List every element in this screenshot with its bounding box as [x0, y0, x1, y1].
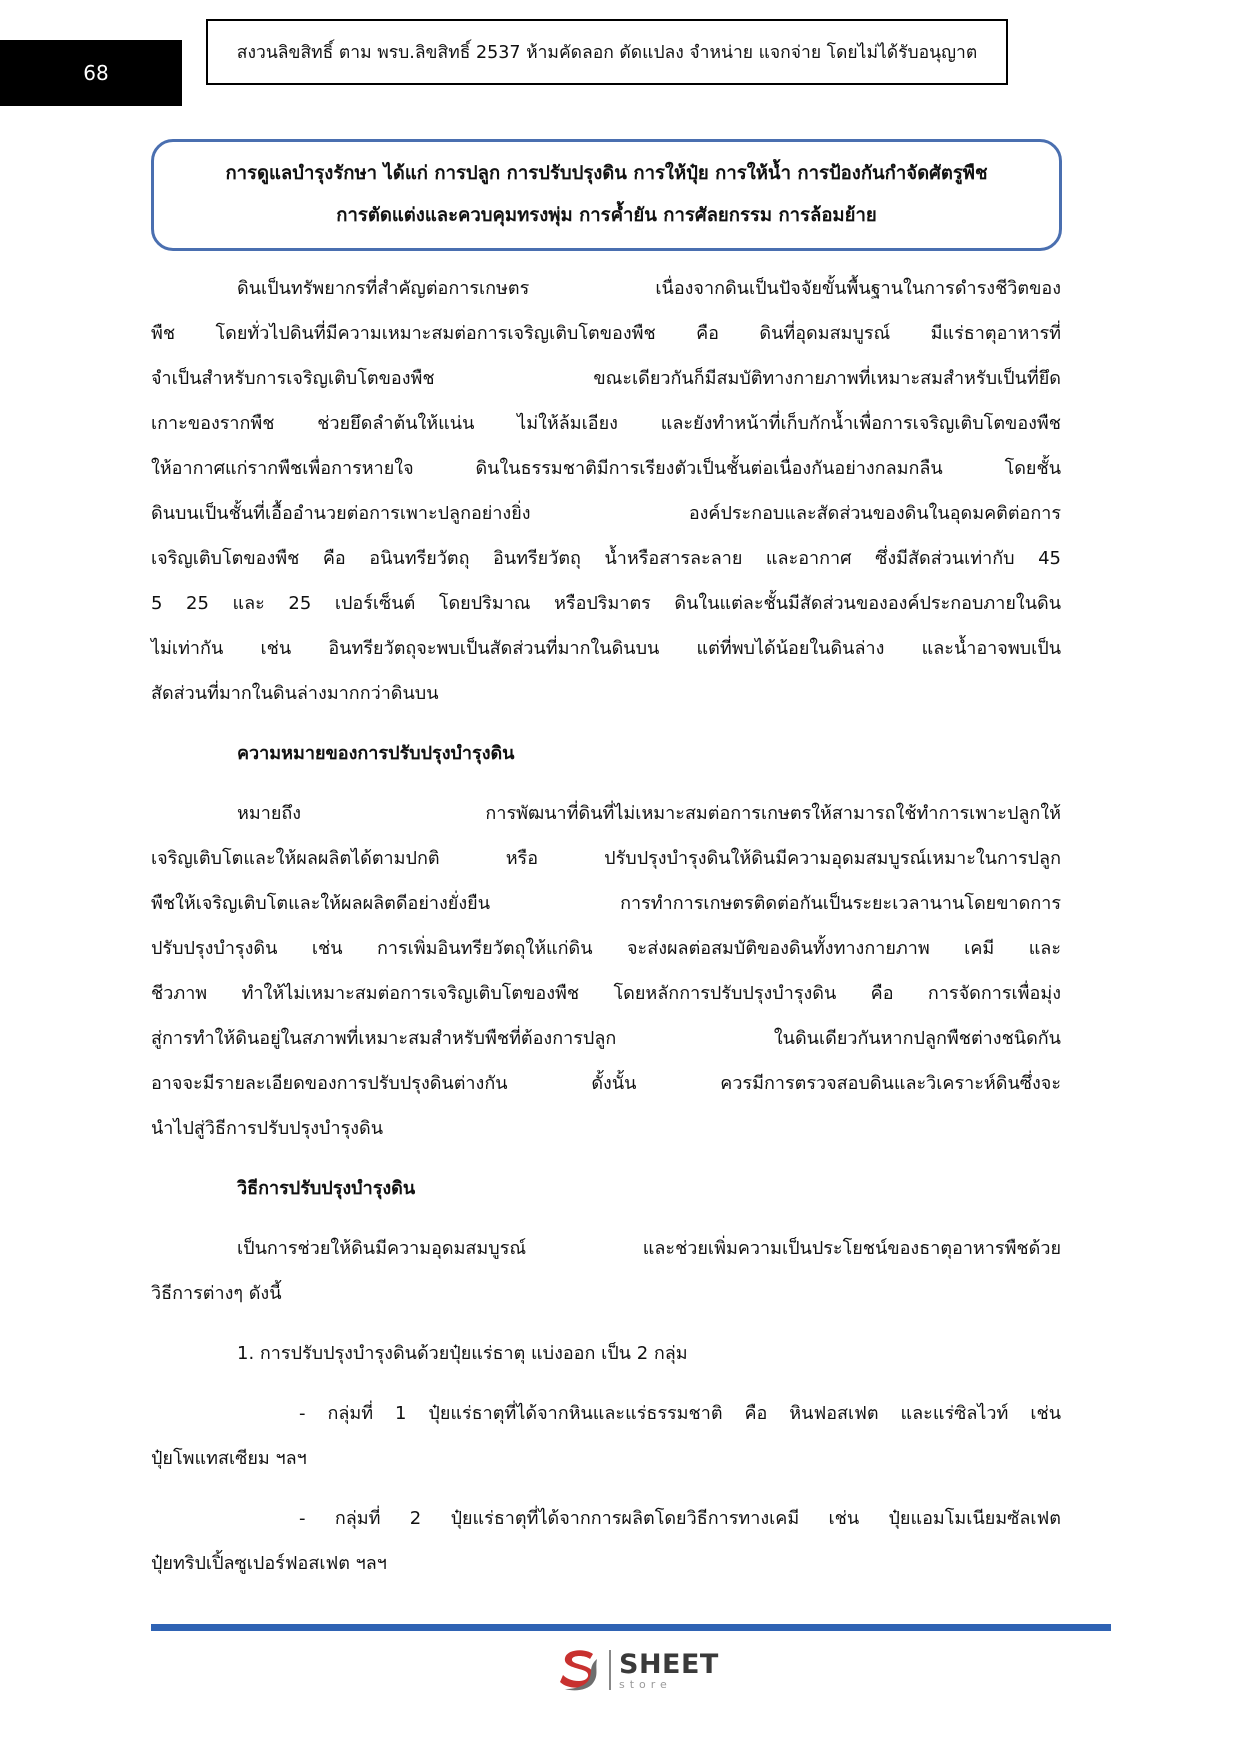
section-heading-soil-improvement-methods: วิธีการปรับปรุงบำรุงดิน — [237, 1178, 416, 1199]
group-2-line: ปุ๋ยทริปเปิ้ลซูเปอร์ฟอสเฟต ฯลฯ — [151, 1553, 387, 1574]
group-1-line: ปุ๋ยโพแทสเซียม ฯลฯ — [151, 1448, 307, 1469]
section2-line: เป็นการช่วยให้ดินมีความอุดมสมบูรณ์ และช่วยเพิ่มความเป็นประโยชน์ของธาตุอาหารพืชด้วย — [237, 1238, 1061, 1259]
intro-line: ไม่เท่ากัน เช่น อินทรียวัตถุจะพบเป็นสัดส่วนที่มากในดินบน แต่ที่พบได้น้อยในดินล่าง และน้ำอาจพบเป็น — [151, 638, 1061, 659]
section-heading-soil-improvement-meaning: ความหมายของการปรับปรุงบำรุงดิน — [237, 743, 515, 764]
section1-line: พืชให้เจริญเติบโตและให้ผลผลิตดีอย่างยั่งยืน การทำการเกษตรติดต่อกันเป็นระยะเวลานานโดยขาดการ — [151, 893, 1061, 914]
footer-rule — [151, 1624, 1111, 1631]
intro-line: จำเป็นสำหรับการเจริญเติบโตของพืช ขณะเดียวกันก็มีสมบัติทางกายภาพที่เหมาะสมสำหรับเป็นที่ยึด — [151, 368, 1061, 389]
logo-text — [619, 1648, 719, 1691]
group-2-line: - กลุ่มที่ 2 ปุ๋ยแร่ธาตุที่ได้จากการผลิตโดยวิธีการทางเคมี เช่น ปุ๋ยแอมโมเนียมซัลเฟต — [299, 1508, 1061, 1529]
intro-line: เกาะของรากพืช ช่วยยึดลำต้นให้แน่น ไม่ให้ล้มเอียง และยังทำหน้าที่เก็บกักน้ำเพื่อการเจริญเติบโตของพืช — [151, 413, 1061, 434]
intro-line: ให้อากาศแก่รากพืชเพื่อการหายใจ ดินในธรรมชาติมีการเรียงตัวเป็นชั้นต่อเนื่องกันอย่างกลมกลืน โดยชั้น — [151, 458, 1061, 479]
copyright-notice: สงวนลิขสิทธิ์ ตาม พรบ.ลิขสิทธิ์ 2537 ห้ามคัดลอก ดัดแปลง จำหน่าย แจกจ่าย โดยไม่ได้รับอนุญาต — [206, 19, 1008, 85]
method-item-1: 1. การปรับปรุงบำรุงดินด้วยปุ๋ยแร่ธาตุ แบ่งออก เป็น 2 กลุ่ม — [237, 1343, 688, 1364]
logo-divider — [609, 1650, 611, 1690]
section1-line: เจริญเติบโตและให้ผลผลิตได้ตามปกติ หรือ ปรับปรุงบำรุงดินให้ดินมีความอุดมสมบูรณ์เหมาะในการปลูก — [151, 848, 1061, 869]
logo-store-text: store — [619, 1677, 672, 1691]
intro-line: 5 25 และ 25 เปอร์เซ็นต์ โดยปริมาณ หรือปริมาตร ดินในแต่ละชั้นมีสัดส่วนขององค์ประกอบภายในดิน — [151, 593, 1061, 614]
section1-line: นำไปสู่วิธีการปรับปรุงบำรุงดิน — [151, 1118, 384, 1139]
logo-sheet-text: SHEET — [619, 1648, 719, 1680]
intro-line: เจริญเติบโตของพืช คือ อนินทรียวัตถุ อินทรียวัตถุ น้ำหรือสารละลาย และอากาศ ซึ่งมีสัดส่วนเท่ากับ 45 — [151, 548, 1061, 569]
section1-line: ชีวภาพ ทำให้ไม่เหมาะสมต่อการเจริญเติบโตของพืช โดยหลักการปรับปรุงบำรุงดิน คือ การจัดการเพื่อมุ่ง — [151, 983, 1061, 1004]
section1-line: สู่การทำให้ดินอยู่ในสภาพที่เหมาะสมสำหรับพืชที่ต้องการปลูก ในดินเดียวกันหากปลูกพืชต่างชนิดกัน — [151, 1028, 1061, 1049]
section1-line: อาจจะมีรายละเอียดของการปรับปรุงดินต่างกัน ดั้งนั้น ควรมีการตรวจสอบดินและวิเคราะห์ดินซึ่งจะ — [151, 1073, 1061, 1094]
section1-line: หมายถึง การพัฒนาที่ดินที่ไม่เหมาะสมต่อการเกษตรให้สามารถใช้ทำการเพาะปลูกให้ — [237, 803, 1061, 824]
section2-line: วิธีการต่างๆ ดังนี้ — [151, 1283, 282, 1304]
topic-line-2: การตัดแต่งและควบคุมทรงพุ่ม การค้ำยัน การศัลยกรรม การล้อมย้าย — [336, 205, 877, 226]
intro-line: ดินเป็นทรัพยากรที่สำคัญต่อการเกษตร เนื่องจากดินเป็นปัจจัยขั้นพื้นฐานในการดำรงชีวิตของ — [237, 278, 1061, 299]
intro-line: สัดส่วนที่มากในดินล่างมากกว่าดินบน — [151, 683, 439, 704]
topic-box — [151, 139, 1062, 251]
topic-line-1: การดูแลบำรุงรักษา ได้แก่ การปลูก การปรับปรุงดิน การให้ปุ๋ย การให้น้ำ การป้องกันกำจัดศัตรูพืช — [225, 163, 988, 184]
sheet-store-logo — [555, 1643, 719, 1697]
intro-line: พืช โดยทั่วไปดินที่มีความเหมาะสมต่อการเจริญเติบโตของพืช คือ ดินที่อุดมสมบูรณ์ มีแร่ธาตุอาหารที่ — [151, 323, 1061, 344]
sheet-store-logo-icon — [555, 1645, 603, 1695]
intro-line: ดินบนเป็นชั้นที่เอื้ออำนวยต่อการเพาะปลูกอย่างยิ่ง องค์ประกอบและสัดส่วนของดินในอุดมคติต่อการ — [151, 503, 1061, 524]
page-number: 68 — [0, 40, 182, 106]
group-1-line: - กลุ่มที่ 1 ปุ๋ยแร่ธาตุที่ได้จากหินและแร่ธรรมชาติ คือ หินฟอสเฟต และแร่ซิลไวท์ เช่น — [299, 1403, 1061, 1424]
section1-line: ปรับปรุงบำรุงดิน เช่น การเพิ่มอินทรียวัตถุให้แก่ดิน จะส่งผลต่อสมบัติของดินทั้งทางกายภาพ เคมี และ — [151, 938, 1061, 959]
